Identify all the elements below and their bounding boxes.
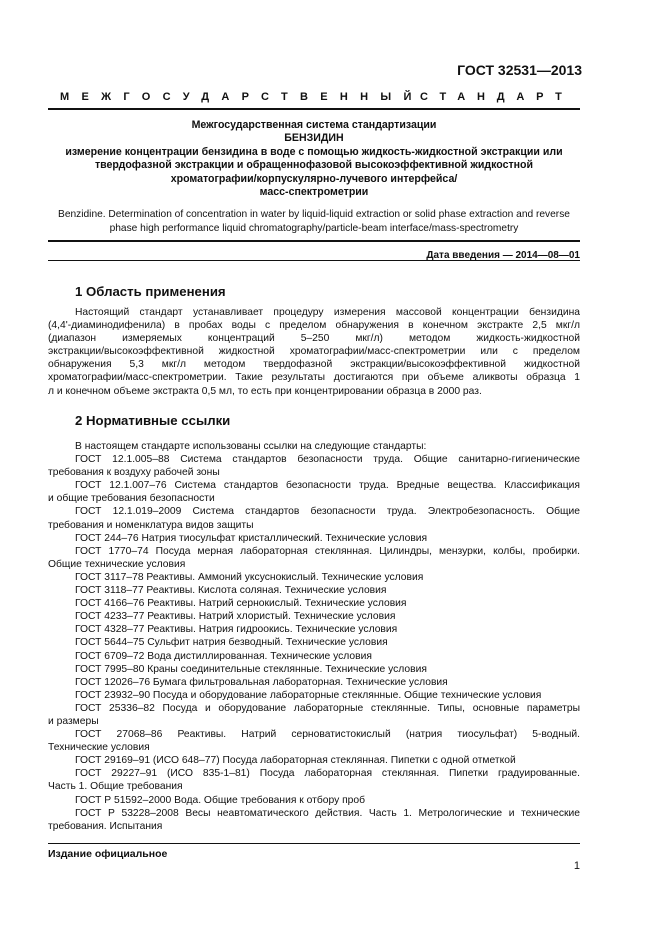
text-line: (4,4'-диаминодифенила) в пробах воды с пределом обнаружения в конечном экстракте 2,5 мкг/л: [48, 320, 580, 332]
substance-title: БЕНЗИДИН: [284, 132, 344, 145]
reference-line: и общие требования безопасности: [48, 493, 215, 505]
reference-line: ГОСТ 25336–82 Посуда и оборудование лабораторные стеклянные. Типы, основные параметры: [75, 702, 580, 714]
section-1-text: [48, 306, 580, 398]
document-number: ГОСТ 32531—2013: [457, 62, 582, 78]
reference-line: требования и номенклатура видов защиты: [48, 519, 254, 531]
english-title: [48, 208, 580, 235]
reference-line: ГОСТ 7995–80 Краны соединительные стеклянные. Технические условия: [75, 663, 427, 675]
reference-line: ГОСТ 4328–77 Реактивы. Натрия гидроокись. Технические условия: [75, 624, 398, 636]
reference-line: ГОСТ 6709–72 Вода дистиллированная. Технические условия: [75, 650, 372, 662]
intro-date-bar: [48, 240, 580, 261]
section-2-heading: 2 Нормативные ссылки: [75, 413, 231, 428]
interstate-standard-banner: [48, 91, 580, 110]
system-title: Межгосударственная система стандартизации: [191, 119, 437, 131]
reference-line: ГОСТ 3117–78 Реактивы. Аммоний уксуснокислый. Технические условия: [75, 571, 424, 583]
reference-line: ГОСТ 12026–76 Бумага фильтровальная лабораторная. Технические условия: [75, 676, 448, 688]
title-line: хроматографии/корпускулярно-лучевого интерфейса/: [170, 172, 458, 185]
reference-line: ГОСТ 4166–76 Реактивы. Натрий сернокислый. Технические условия: [75, 598, 407, 610]
title-block: [48, 119, 580, 199]
reference-line: ГОСТ Р 51592–2000 Вода. Общие требования к отбору проб: [75, 794, 366, 806]
title-line: масс-спектрометрии: [259, 186, 369, 199]
reference-line: ГОСТ 5644–75 Сульфит натрия безводный. Технические условия: [75, 637, 388, 649]
reference-line: В настоящем стандарте использованы ссылки на следующие стандарты:: [75, 441, 427, 452]
reference-line: ГОСТ 4233–77 Реактивы. Натрий хлористый. Технические условия: [75, 611, 396, 623]
reference-line: требования. Испытания: [48, 820, 163, 832]
text-line: (диапазон измеряемых концентраций 5–250 мкг/л) методом жидкость-жидкостной: [48, 333, 580, 345]
reference-line: ГОСТ 12.1.005–88 Система стандартов безопасности труда. Общие санитарно-гигиенические: [75, 454, 580, 466]
standard-word: СТАНДАРТ: [420, 91, 574, 103]
reference-line: ГОСТ 27068–86 Реактивы. Натрий серноватистокислый (натрия тиосульфат) 5-водный.: [75, 729, 580, 741]
text-line: экстракции/высокоэффективной жидкостной хроматографии/масс-спектрометрии или с пределом: [48, 346, 580, 358]
edition-label: Издание официальное: [48, 848, 168, 860]
footer-divider: [48, 843, 580, 844]
reference-line: ГОСТ 23932–90 Посуда и оборудование лабораторные стеклянные. Общие технические условия: [75, 689, 542, 701]
normative-references-list: [48, 440, 580, 833]
reference-line: Технические условия: [48, 742, 150, 754]
text-line: Настоящий стандарт устанавливает процедуру измерения массовой концентрации бензидина: [75, 307, 580, 318]
page-number: 1: [573, 860, 580, 872]
interstate-word: МЕЖГОСУДАРСТВЕННЫЙ: [60, 91, 424, 103]
english-title-line: phase high performance liquid chromatography/particle-beam interface/mass-spectrometry: [109, 222, 519, 234]
reference-line: ГОСТ 244–76 Натрия тиосульфат кристаллический. Технические условия: [75, 532, 428, 544]
title-line: твердофазной экстракции и обращеннофазовой высокоэффективной жидкостной: [94, 159, 534, 172]
reference-line: ГОСТ 12.1.007–76 Система стандартов безопасности труда. Вредные вещества. Классификация: [75, 480, 580, 492]
text-line: л и конечном объеме экстракта 0,5 мл, то есть при концентрировании образца в 2000 раз.: [48, 385, 482, 397]
reference-line: ГОСТ 29227–91 (ИСО 835-1–81) Посуда лабораторная стеклянная. Пипетки градуированные.: [75, 768, 580, 780]
reference-line: Общие технические условия: [48, 558, 186, 570]
reference-line: ГОСТ 1770–74 Посуда мерная лабораторная стеклянная. Цилиндры, мензурки, колбы, пробирки.: [75, 545, 580, 557]
english-title-line: Benzidine. Determination of concentration in water by liquid-liquid extraction or solid phase extraction and reverse: [58, 209, 570, 220]
reference-line: Часть 1. Общие требования: [48, 781, 183, 793]
section-1-heading: 1 Область применения: [75, 284, 226, 299]
reference-line: и размеры: [48, 715, 99, 727]
text-line: обнаружения 5,3 мкг/л методом твердофазной экстракции/высокоэффективной жидкостной: [48, 359, 580, 371]
reference-line: ГОСТ 3118–77 Реактивы. Кислота соляная. Технические условия: [75, 585, 387, 597]
reference-line: ГОСТ 29169–91 (ИСО 648–77) Посуда лабораторная стеклянная. Пипетки с одной отметкой: [75, 755, 516, 767]
reference-line: ГОСТ Р 53228–2008 Весы неавтоматического действия. Часть 1. Метрологические и технические: [75, 807, 580, 819]
text-line: хроматографии/масс-спектрометрии. Такие результаты достигаются при объеме аликвоты образца 1: [48, 372, 580, 384]
reference-line: ГОСТ 12.1.019–2009 Система стандартов безопасности труда. Электробезопасность. Общие: [75, 506, 580, 518]
intro-date: Дата введения — 2014—08—01: [426, 250, 580, 261]
title-line: измерение концентрации бензидина в воде с помощью жидкость-жидкостной экстракции или: [65, 145, 563, 158]
reference-line: требования к воздуху рабочей зоны: [48, 467, 220, 479]
